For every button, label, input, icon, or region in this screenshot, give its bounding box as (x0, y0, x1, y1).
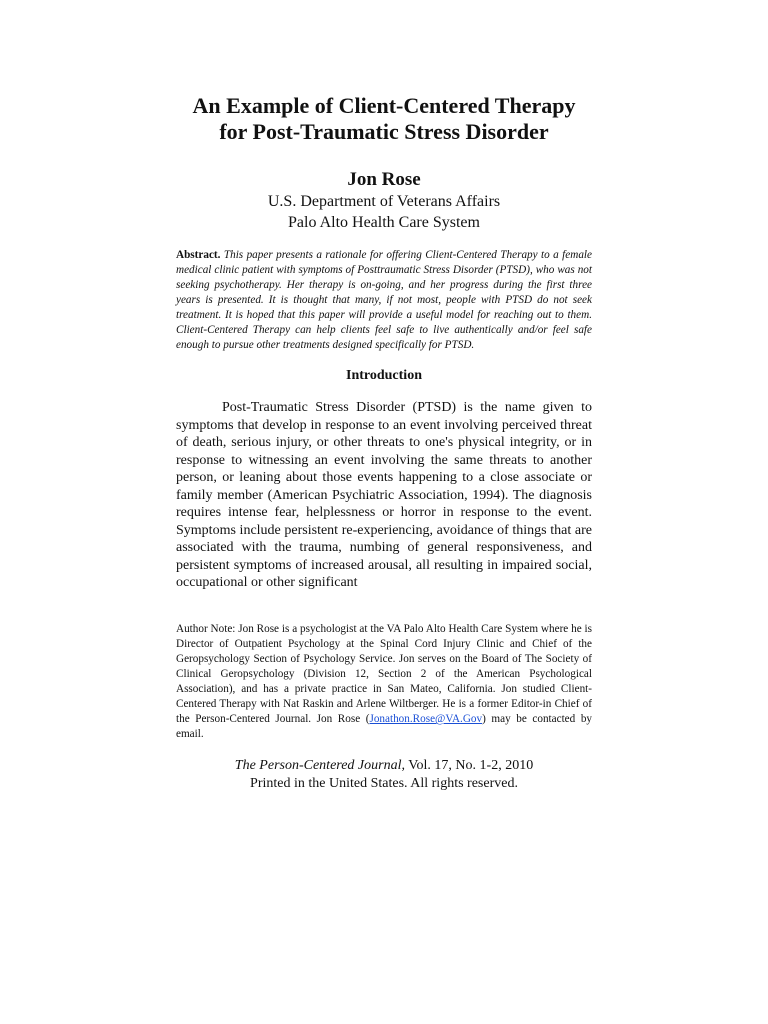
author-note (176, 622, 592, 742)
abstract-label: Abstract. (176, 249, 221, 261)
paper-title-line-1: An Example of Client-Centered Therapy (192, 93, 576, 118)
abstract (176, 248, 592, 353)
copyright-notice: Printed in the United States. All rights reserved. (250, 776, 518, 791)
author-email-link[interactable]: Jonathon.Rose@VA.Gov (369, 713, 483, 725)
author-name: Jon Rose (347, 169, 421, 190)
journal-volume: Vol. 17, No. 1-2, 2010 (404, 758, 534, 773)
journal-name: The Person-Centered Journal, (234, 758, 405, 773)
abstract-text: This paper presents a rationale for offering Client-Centered Therapy to a female medical clinic patient with symptoms of Posttraumatic Stress Disorder (PTSD), who was not seeking psychotherapy. Her therapy is on-going, and her progress during the first three years is presented. It is thought that many, if not most, people with PTSD do not seek treatment. It is hoped that this paper will provide a useful model for reaching out to them. Client-Centered Therapy can help clients feel safe to live authentically and/or feel safe enough to pursue other treatments designed specifically for PTSD. (176, 249, 592, 351)
paper-title-line-2: for Post-Traumatic Stress Disorder (219, 119, 549, 144)
author-affiliation-2: Palo Alto Health Care System (288, 214, 480, 231)
author-note-text-end: ) may be contacted by email. (176, 713, 593, 740)
author-affiliation-1: U.S. Department of Veterans Affairs (267, 193, 501, 210)
introduction-paragraph: Post-Traumatic Stress Disorder (PTSD) is the name given to symptoms that develop in response to an event involving perceived threat of death, serious injury, or other threats to one's physical integrity, or in response to witnessing an event involving the same threats to another person, or leaning about those events happening to a close associate or family member (American Psychiatric Association, 1994). The diagnosis requires intense fear, helplessness or horror in response to the event. Symptoms include persistent re-experiencing, avoidance of things that are associated with the trauma, numbing of general responsiveness, and persistent symptoms of increased arousal, all resulting in impaired social, occupational or other significant (176, 400, 592, 590)
introduction-heading: Introduction (346, 368, 422, 383)
journal-citation (0, 757, 768, 775)
author-note-text: Author Note: Jon Rose is a psychologist at the VA Palo Alto Health Care System where he is Director of Outpatient Psychology at the Spinal Cord Injury Clinic and Chief of the Geropsychology Section of Psychology Service. Jon serves on the Board of The Society of Clinical Geropsychology (Division 12, Section 2 of the American Psychological Association), and has a private practice in San Mateo, California. Jon studied Client-Centered Therapy with Nat Raskin and Arlene Wiltberger. He is a former Editor-in Chief of the Person-Centered Journal. Jon Rose ( (176, 623, 592, 725)
paper-title (0, 93, 768, 145)
